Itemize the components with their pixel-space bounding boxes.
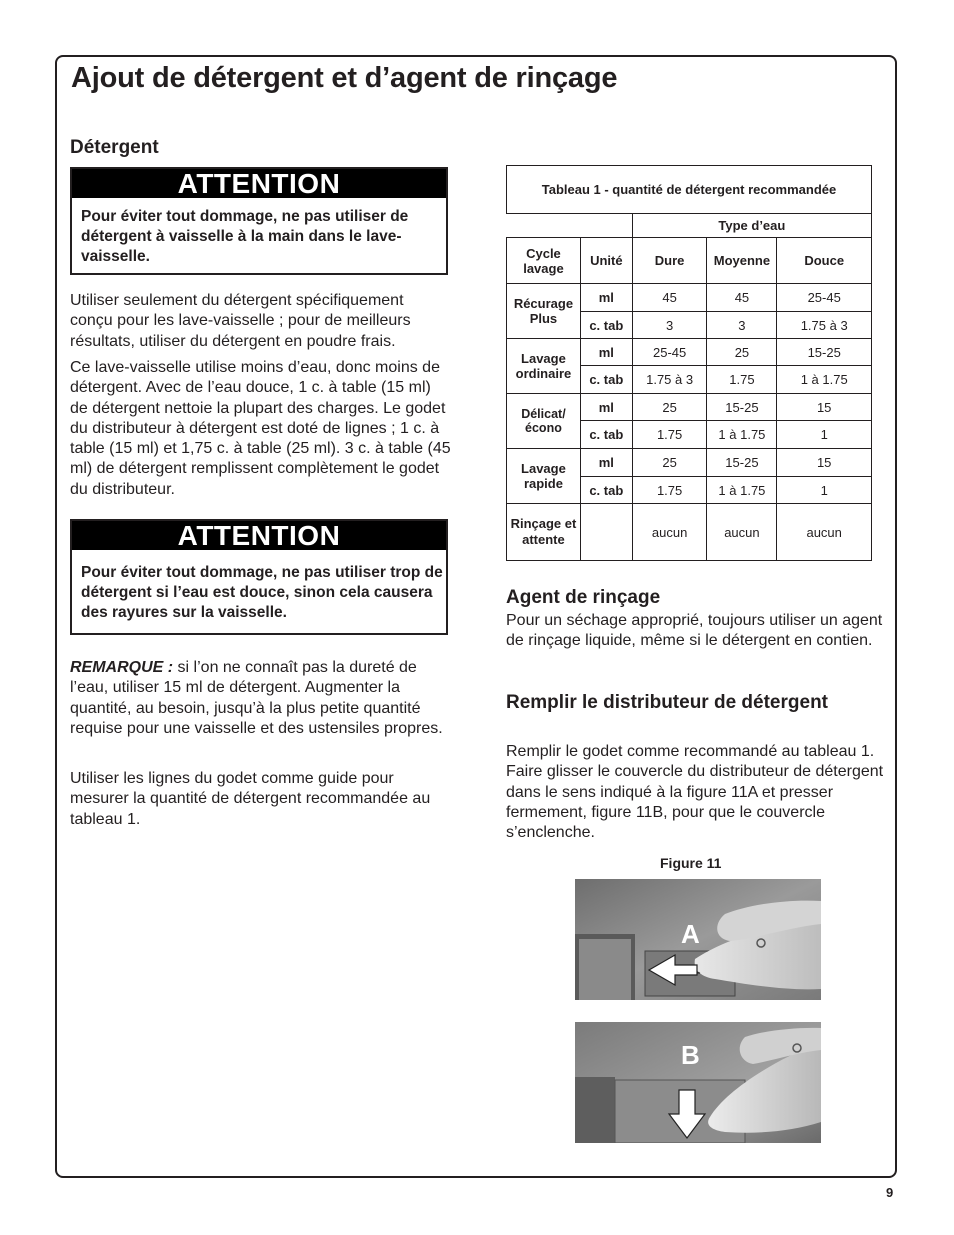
- col-header-unit: Unité: [580, 238, 632, 284]
- medium-cell: 45: [707, 284, 777, 312]
- remarque-note: [70, 658, 446, 739]
- detergent-para-1: Utiliser seulement du détergent spécifiquement conçu pour les lave-vaisselle ; pour de meilleurs résultats, utiliser du détergent en poudre frais.: [70, 292, 411, 350]
- soft-cell: 15: [777, 449, 872, 477]
- detergent-para-3: Utiliser les lignes du godet comme guide pour mesurer la quantité de détergent recommandée au tableau 1.: [70, 770, 431, 828]
- soft-cell: 15: [777, 394, 872, 421]
- detergent-para-2: Ce lave-vaisselle utilise moins d’eau, donc moins de détergent. Avec de l’eau douce, 1 c. à table (15 ml) de détergent nettoie la plupart des charges. Le godet du distributeur à détergent est doté de lignes ; 1 c. à table (15 ml) et 1,75 c. à table (25 ml). 3 c. à table (45 ml) de détergent remplissent complètement le godet du distributeur.: [70, 359, 451, 498]
- soft-cell: 1: [777, 477, 872, 504]
- figure-11a-label: A: [681, 919, 700, 949]
- medium-cell: 1 à 1.75: [707, 421, 777, 449]
- unit-cell: ml: [580, 284, 632, 312]
- unit-cell: c. tab: [580, 312, 632, 339]
- unit-cell: c. tab: [580, 366, 632, 394]
- medium-cell: 3: [707, 312, 777, 339]
- detergent-heading: Détergent: [70, 137, 159, 158]
- unit-cell: c. tab: [580, 421, 632, 449]
- table-blank-cell: [507, 214, 633, 238]
- medium-cell: 15-25: [707, 449, 777, 477]
- col-header-cycle: Cycle lavage: [507, 238, 581, 284]
- soft-cell: 1: [777, 421, 872, 449]
- col-header-hard: Dure: [632, 238, 707, 284]
- medium-cell: 1.75: [707, 366, 777, 394]
- attention-text-1: Pour éviter tout dommage, ne pas utiliser de détergent à vaisselle à la main dans le lave-vaisselle.: [81, 208, 409, 265]
- figure-label: Figure 11: [660, 855, 722, 871]
- hard-cell: 3: [632, 312, 707, 339]
- unit-cell: ml: [580, 394, 632, 421]
- soft-cell: 15-25: [777, 339, 872, 366]
- cycle-cell: Lavage ordinaire: [507, 339, 581, 394]
- cycle-cell: Récurage Plus: [507, 284, 581, 339]
- hard-cell: 25-45: [632, 339, 707, 366]
- cycle-cell: Délicat/ écono: [507, 394, 581, 449]
- rinse-heading: Agent de rinçage: [506, 587, 661, 608]
- attention-box-2: [70, 519, 448, 635]
- unit-cell: ml: [580, 449, 632, 477]
- remarque-text: si l’on ne connaît pas la dureté de l’eau, utiliser 15 ml de détergent. Augmenter la quantité, au besoin, jusqu’à la plus petite quantité requise pour une vaisselle et des ustensiles propres.: [70, 659, 443, 737]
- table-caption: Tableau 1 - quantité de détergent recommandée: [507, 166, 872, 214]
- unit-cell: [580, 504, 632, 561]
- detergent-quantity-table: [506, 165, 872, 561]
- page-title: Ajout de détergent et d’agent de rinçage: [71, 62, 618, 94]
- medium-cell: 25: [707, 339, 777, 366]
- water-type-header: Type d’eau: [632, 214, 871, 238]
- medium-cell: 1 à 1.75: [707, 477, 777, 504]
- attention-label-2: ATTENTION: [72, 521, 446, 550]
- unit-cell: c. tab: [580, 477, 632, 504]
- fill-heading: Remplir le distributeur de détergent: [506, 692, 828, 713]
- figure-11b-photo: [575, 1022, 821, 1143]
- col-header-medium: Moyenne: [707, 238, 777, 284]
- fill-text: Remplir le godet comme recommandé au tableau 1. Faire glisser le couvercle du distributeur de détergent dans le sens indiqué à la figure 11A et presser fermement, figure 11B, pour que le couvercle s’enclenche.: [506, 743, 884, 842]
- cycle-cell: Lavage rapide: [507, 449, 581, 504]
- attention-text-2: Pour éviter tout dommage, ne pas utiliser trop de détergent si l’eau est douce, sinon cela causera des rayures sur la vaisselle.: [81, 564, 443, 621]
- soft-cell: aucun: [777, 504, 872, 561]
- rinse-text: Pour un séchage approprié, toujours utiliser un agent de rinçage liquide, même si le détergent en contien.: [506, 612, 883, 650]
- page-number: 9: [886, 1185, 894, 1200]
- hard-cell: 25: [632, 449, 707, 477]
- soft-cell: 1 à 1.75: [777, 366, 872, 394]
- attention-box-1: [70, 167, 448, 275]
- cycle-cell: Rinçage et attente: [507, 504, 581, 561]
- col-header-soft: Douce: [777, 238, 872, 284]
- hard-cell: 1.75: [632, 421, 707, 449]
- hard-cell: 1.75: [632, 477, 707, 504]
- figure-11a-photo: [575, 879, 821, 1000]
- soft-cell: 1.75 à 3: [777, 312, 872, 339]
- attention-label-1: ATTENTION: [72, 169, 446, 198]
- hard-cell: 1.75 à 3: [632, 366, 707, 394]
- soft-cell: 25-45: [777, 284, 872, 312]
- remarque-label: REMARQUE :: [70, 659, 174, 676]
- unit-cell: ml: [580, 339, 632, 366]
- medium-cell: 15-25: [707, 394, 777, 421]
- figure-11b-label: B: [681, 1040, 700, 1070]
- hard-cell: 25: [632, 394, 707, 421]
- hard-cell: aucun: [632, 504, 707, 561]
- medium-cell: aucun: [707, 504, 777, 561]
- hard-cell: 45: [632, 284, 707, 312]
